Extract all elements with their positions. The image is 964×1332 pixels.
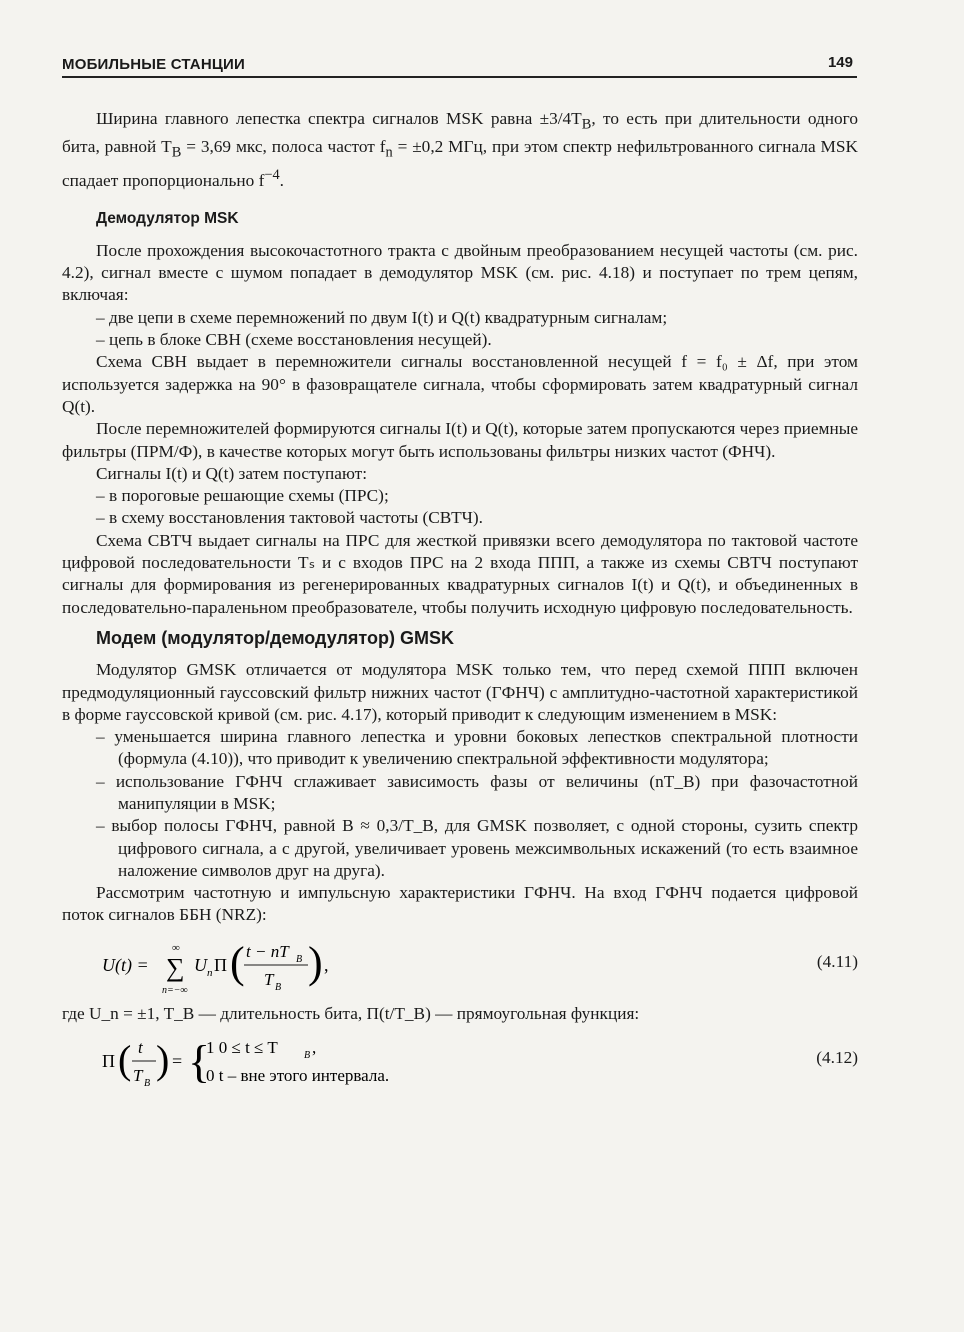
equation-number: (4.12)	[816, 1048, 858, 1068]
eq2-frac-den: T	[133, 1066, 143, 1086]
eq-sum-sign: ∑	[166, 952, 185, 982]
eq-frac-den: T	[264, 969, 274, 989]
paragraph: Схема СВН выдает в перемножители сигналы восстановленной несущей f = f₀ ± Δf, при этом используется задержка на 90° в фазовращателе сигнала, чтобы сформировать затем квадратурный сигнал Q(t).	[62, 352, 858, 416]
eq2-rparen: )	[156, 1037, 170, 1083]
list-item: – использование ГФНЧ сглаживает зависимость фазы от величины (nT_B) при фазочастотной манипуляции в MSK;	[96, 771, 858, 813]
paragraph: Модулятор GMSK отличается от модулятора MSK только тем, что перед схемой ППП включен предмодуляционный гауссовский фильтр нижних частот (ГФНЧ) с амплитудно-частотной характеристикой в форме гауссовской кривой (см. рис. 4.17), который приводит к следующим изменением в MSK:	[62, 660, 858, 724]
equation-4-12	[62, 1031, 858, 1091]
eq-tail: ,	[324, 954, 329, 975]
paragraph: Рассмотрим частотную и импульсную характеристики ГФНЧ. На вход ГФНЧ подается цифровой поток сигналов ББН (NRZ):	[62, 883, 858, 925]
list-item: – в пороговые решающие схемы (ПРС);	[96, 486, 389, 506]
equation-4-12-formula	[102, 1031, 562, 1091]
equation-number: (4.11)	[816, 951, 858, 971]
paragraph: где U_n = ±1, T_B — длительность бита, Π(t/T_B) — прямоугольная функция:	[62, 1003, 640, 1023]
list-item: – две цепи в схеме перемножений по двум I(t) и Q(t) квадратурным сигналам;	[96, 307, 668, 327]
eq-rparen: )	[308, 937, 323, 987]
section-heading: Модем (модулятор/демодулятор) GMSK	[96, 627, 454, 648]
eq-frac-num: t − nT	[246, 941, 289, 961]
page-number: 149	[827, 54, 853, 71]
eq-sum-bot: n=−∞	[162, 984, 188, 996]
equation-4-11	[62, 933, 858, 999]
eq2-frac-num: t	[138, 1038, 143, 1058]
eq2-frac-den-sub: B	[144, 1078, 151, 1090]
running-header	[62, 50, 857, 78]
eq2-case2: 0 t – вне этого интервала.	[206, 1066, 390, 1086]
paragraph: После прохождения высокочастотного тракта с двойным преобразованием несущей частоты (см. рис. 4.2), сигнал вместе с шумом попадает в демодулятор MSK (см. рис. 4.18) и поступает по трем цепям, включая:	[62, 240, 858, 305]
eq-term: U	[194, 954, 207, 975]
section-title: МОБИЛЬНЫЕ СТАНЦИИ	[62, 56, 245, 73]
eq-lhs: U(t) =	[102, 954, 149, 975]
eq-pi: Π	[214, 954, 227, 975]
paragraph: Ширина главного лепестка спектра сигналов MSK равна $\pm 3/4T_B$, то есть при длительности одного бита, равной $T_B = 3,69$ мкс, полоса частот $f_n = \pm 0,2$ МГц, при этом спектр нефильтрованного сигнала MSK спадает пропорционально $f^{-4}$.	[62, 109, 858, 190]
eq2-equals: =	[172, 1051, 183, 1072]
paragraph: Схема СВТЧ выдает сигналы на ПРС для жесткой привязки всего демодулятора по тактовой частоте цифровой последовательности Tₛ и с входов ПРС на 2 входа ППП, а также из схемы СВТЧ поступают сигналы для формирования из регенерированных квадратурных сигналов I(t) и Q(t), и объединенных в последовательно-параленьном преобразователе, чтобы получить исходную цифровую последовательность.	[62, 530, 858, 617]
page-body	[62, 108, 858, 1095]
eq2-case1-sub: B	[304, 1050, 311, 1062]
eq2-pi: Π	[102, 1051, 115, 1072]
list-item: – выбор полосы ГФНЧ, равной B ≈ 0,3/T_B, для GMSK позволяет, с одной стороны, сузить спектр цифрового сигнала, а с другой, увеличивает уровень межсимвольных искажений (то есть взаимное наложение символов друг на друга).	[96, 816, 858, 880]
eq-lparen: (	[230, 937, 245, 987]
list-item: – уменьшается ширина главного лепестка и уровни боковых лепестков спектральной плотности (формула (4.10)), что приводит к увеличению спектральной эффективности модулятора;	[96, 727, 858, 769]
paragraph: Сигналы I(t) и Q(t) затем поступают:	[96, 463, 367, 483]
eq-frac-den-sub: B	[275, 981, 282, 993]
list-item: – в схему восстановления тактовой частоты (СВТЧ).	[96, 508, 483, 528]
eq-term-sub: n	[207, 966, 213, 979]
section-heading: Демодулятор MSK	[96, 209, 239, 227]
eq-frac-num-sub: B	[296, 953, 303, 965]
eq2-brace: {	[188, 1036, 211, 1088]
eq2-lparen: (	[118, 1037, 132, 1083]
list-item: – цепь в блоке СВН (схеме восстановления несущей).	[96, 330, 492, 350]
eq2-case1: 1 0 ≤ t ≤ T	[206, 1038, 278, 1058]
equation-4-11-formula	[102, 933, 522, 999]
eq2-case1-tail: ,	[312, 1038, 317, 1058]
paragraph: После перемножителей формируются сигналы I(t) и Q(t), которые затем пропускаются через приемные фильтры (ПРМ/Ф), в качестве которых могут быть использованы фильтры низких частот (ФНЧ).	[62, 419, 858, 461]
eq-sum-top: ∞	[172, 941, 180, 954]
